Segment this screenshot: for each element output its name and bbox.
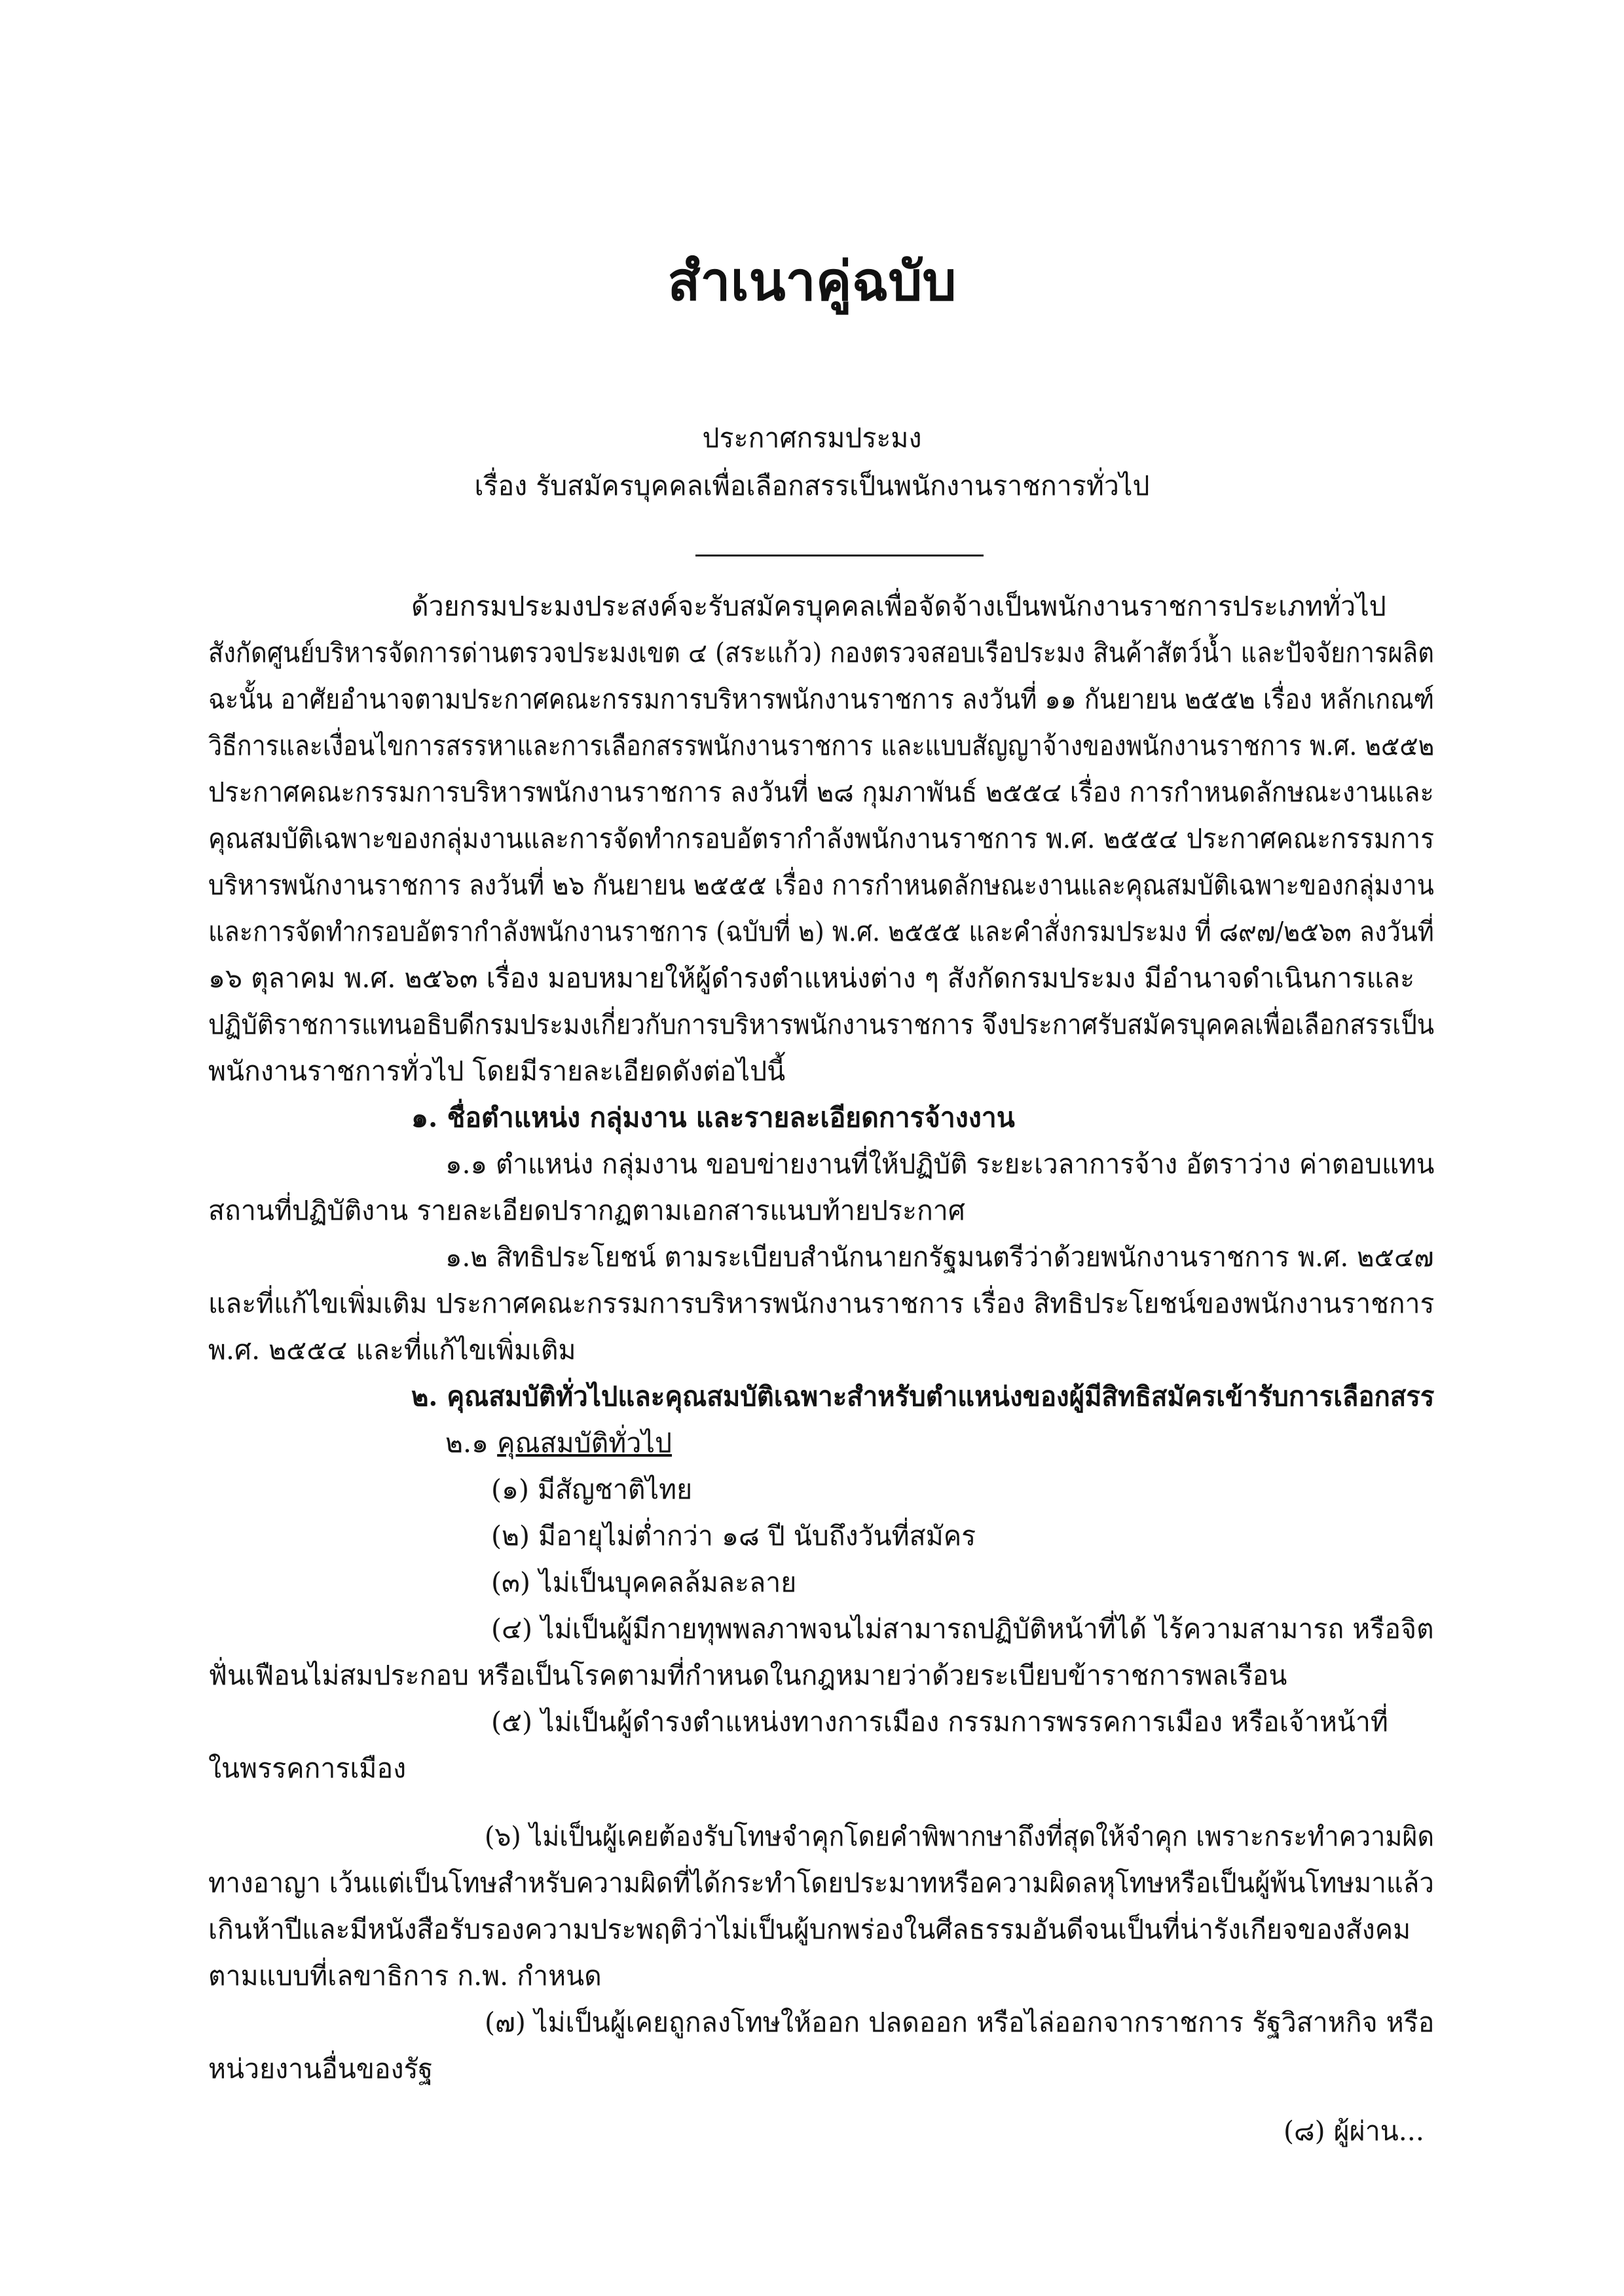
intro-line: ปฏิบัติราชการแทนอธิบดีกรมประมงเกี่ยวกับการบริหารพนักงานราชการ จึงประกาศรับสมัครบุคคลเพื่อเลือกสรรเป็น [208, 1009, 1435, 1040]
intro-line: วิธีการและเงื่อนไขการสรรหาและการเลือกสรรพนักงานราชการ และแบบสัญญาจ้างของพนักงานราชการ พ.ศ. ๒๕๕๒ [208, 730, 1435, 761]
qualification-item-5-line: ในพรรคการเมือง [208, 1753, 407, 1784]
document-title: สำเนาคู่ฉบับ [667, 251, 957, 313]
intro-line: และการจัดทำกรอบอัตรากำลังพนักงานราชการ (ฉบับที่ ๒) พ.ศ. ๒๕๕๕ และคำสั่งกรมประมง ที่ ๘๙๗/๒๕๖๓ ลงวันที่ [208, 916, 1434, 947]
intro-line: บริหารพนักงานราชการ ลงวันที่ ๒๖ กันยายน ๒๕๕๕ เรื่อง การกำหนดลักษณะงานและคุณสมบัติเฉพาะของกลุ่มงาน [208, 869, 1434, 901]
qualification-item-6-line: ตามแบบที่เลขาธิการ ก.พ. กำหนด [208, 1960, 602, 1992]
section-1-1-line: สถานที่ปฏิบัติงาน รายละเอียดปรากฏตามเอกสารแนบท้ายประกาศ [208, 1195, 965, 1226]
header-divider [695, 555, 984, 556]
section-1-heading: ๑. ชื่อตำแหน่ง กลุ่มงาน และรายละเอียดการจ้างงาน [411, 1102, 1015, 1133]
qualification-item-5-line: (๕) ไม่เป็นผู้ดำรงตำแหน่งทางการเมือง กรรมการพรรคการเมือง หรือเจ้าหน้าที่ [491, 1706, 1388, 1738]
qualification-item-4-line: ฟั่นเฟือนไม่สมประกอบ หรือเป็นโรคตามที่กำหนดในกฎหมายว่าด้วยระเบียบข้าราชการพลเรือน [208, 1660, 1287, 1691]
intro-line: ด้วยกรมประมงประสงค์จะรับสมัครบุคคลเพื่อจัดจ้างเป็นพนักงานราชการประเภททั่วไป [411, 591, 1386, 622]
section-2-1-number: ๒.๑ [445, 1427, 489, 1459]
intro-line: คุณสมบัติเฉพาะของกลุ่มงานและการจัดทำกรอบอัตรากำลังพนักงานราชการ พ.ศ. ๒๕๕๔ ประกาศคณะกรรมการ [208, 823, 1435, 854]
qualification-item-6-line: ทางอาญา เว้นแต่เป็นโทษสำหรับความผิดที่ได้กระทำโดยประมาทหรือความผิดลหุโทษหรือเป็นผู้พ้นโทษมาแล้ว [208, 1867, 1434, 1899]
qualification-item-2: (๒) มีอายุไม่ต่ำกว่า ๑๘ ปี นับถึงวันที่สมัคร [491, 1520, 976, 1552]
announcement-header: ประกาศกรมประมง [702, 422, 922, 454]
intro-line: สังกัดศูนย์บริหารจัดการด่านตรวจประมงเขต ๔ (สระแก้ว) กองตรวจสอบเรือประมง สินค้าสัตว์น้ำ และปัจจัยการผลิต [208, 637, 1435, 668]
qualification-item-6-line: เกินห้าปีและมีหนังสือรับรองความประพฤติว่าไม่เป็นผู้บกพร่องในศีลธรรมอันดีจนเป็นที่น่ารังเกียจของสังคม [208, 1914, 1411, 1945]
intro-line: ฉะนั้น อาศัยอำนาจตามประกาศคณะกรรมการบริหารพนักงานราชการ ลงวันที่ ๑๑ กันยายน ๒๕๕๒ เรื่อง หลักเกณฑ์ [208, 683, 1435, 715]
section-2-1-label: คุณสมบัติทั่วไป [497, 1427, 673, 1459]
section-1-2-line: ๑.๒ สิทธิประโยชน์ ตามระเบียบสำนักนายกรัฐมนตรีว่าด้วยพนักงานราชการ พ.ศ. ๒๕๔๗ [445, 1241, 1434, 1273]
section-2-heading: ๒. คุณสมบัติทั่วไปและคุณสมบัติเฉพาะสำหรับตำแหน่งของผู้มีสิทธิสมัครเข้ารับการเลือกสรร [411, 1381, 1435, 1412]
qualification-item-7-line: หน่วยงานอื่นของรัฐ [208, 2053, 434, 2085]
announcement-subject: เรื่อง รับสมัครบุคคลเพื่อเลือกสรรเป็นพนักงานราชการทั่วไป [474, 470, 1150, 501]
section-2-1-heading [445, 1424, 672, 1462]
qualification-item-7-line: (๗) ไม่เป็นผู้เคยถูกลงโทษให้ออก ปลดออก หรือไล่ออกจากราชการ รัฐวิสาหกิจ หรือ [485, 2007, 1435, 2038]
qualification-item-6-line: (๖) ไม่เป็นผู้เคยต้องรับโทษจำคุกโดยคำพิพากษาถึงที่สุดให้จำคุก เพราะกระทำความผิด [485, 1821, 1435, 1852]
section-1-2-line: พ.ศ. ๒๕๕๔ และที่แก้ไขเพิ่มเติม [208, 1334, 576, 1366]
qualification-item-3: (๓) ไม่เป็นบุคคลล้มละลาย [491, 1567, 797, 1598]
qualification-item-4-line: (๔) ไม่เป็นผู้มีกายทุพพลภาพจนไม่สามารถปฏิบัติหน้าที่ได้ ไร้ความสามารถ หรือจิต [491, 1613, 1434, 1645]
section-1-1-line: ๑.๑ ตำแหน่ง กลุ่มงาน ขอบข่ายงานที่ให้ปฏิบัติ ระยะเวลาการจ้าง อัตราว่าง ค่าตอบแทน [445, 1148, 1435, 1180]
intro-line: ๑๖ ตุลาคม พ.ศ. ๒๕๖๓ เรื่อง มอบหมายให้ผู้ดำรงตำแหน่งต่าง ๆ สังกัดกรมประมง มีอำนาจดำเนินการและ [208, 962, 1415, 994]
qualification-item-1: (๑) มีสัญชาติไทย [491, 1474, 693, 1505]
intro-line: ประกาศคณะกรรมการบริหารพนักงานราชการ ลงวันที่ ๒๘ กุมภาพันธ์ ๒๕๕๔ เรื่อง การกำหนดลักษณะงานและ [208, 776, 1434, 808]
page-continuation: (๘) ผู้ผ่าน... [1283, 2115, 1424, 2147]
section-1-2-line: และที่แก้ไขเพิ่มเติม ประกาศคณะกรรมการบริหารพนักงานราชการ เรื่อง สิทธิประโยชน์ของพนักงานราชการ [208, 1288, 1435, 1319]
intro-line: พนักงานราชการทั่วไป โดยมีรายละเอียดดังต่อไปนี้ [208, 1055, 786, 1087]
